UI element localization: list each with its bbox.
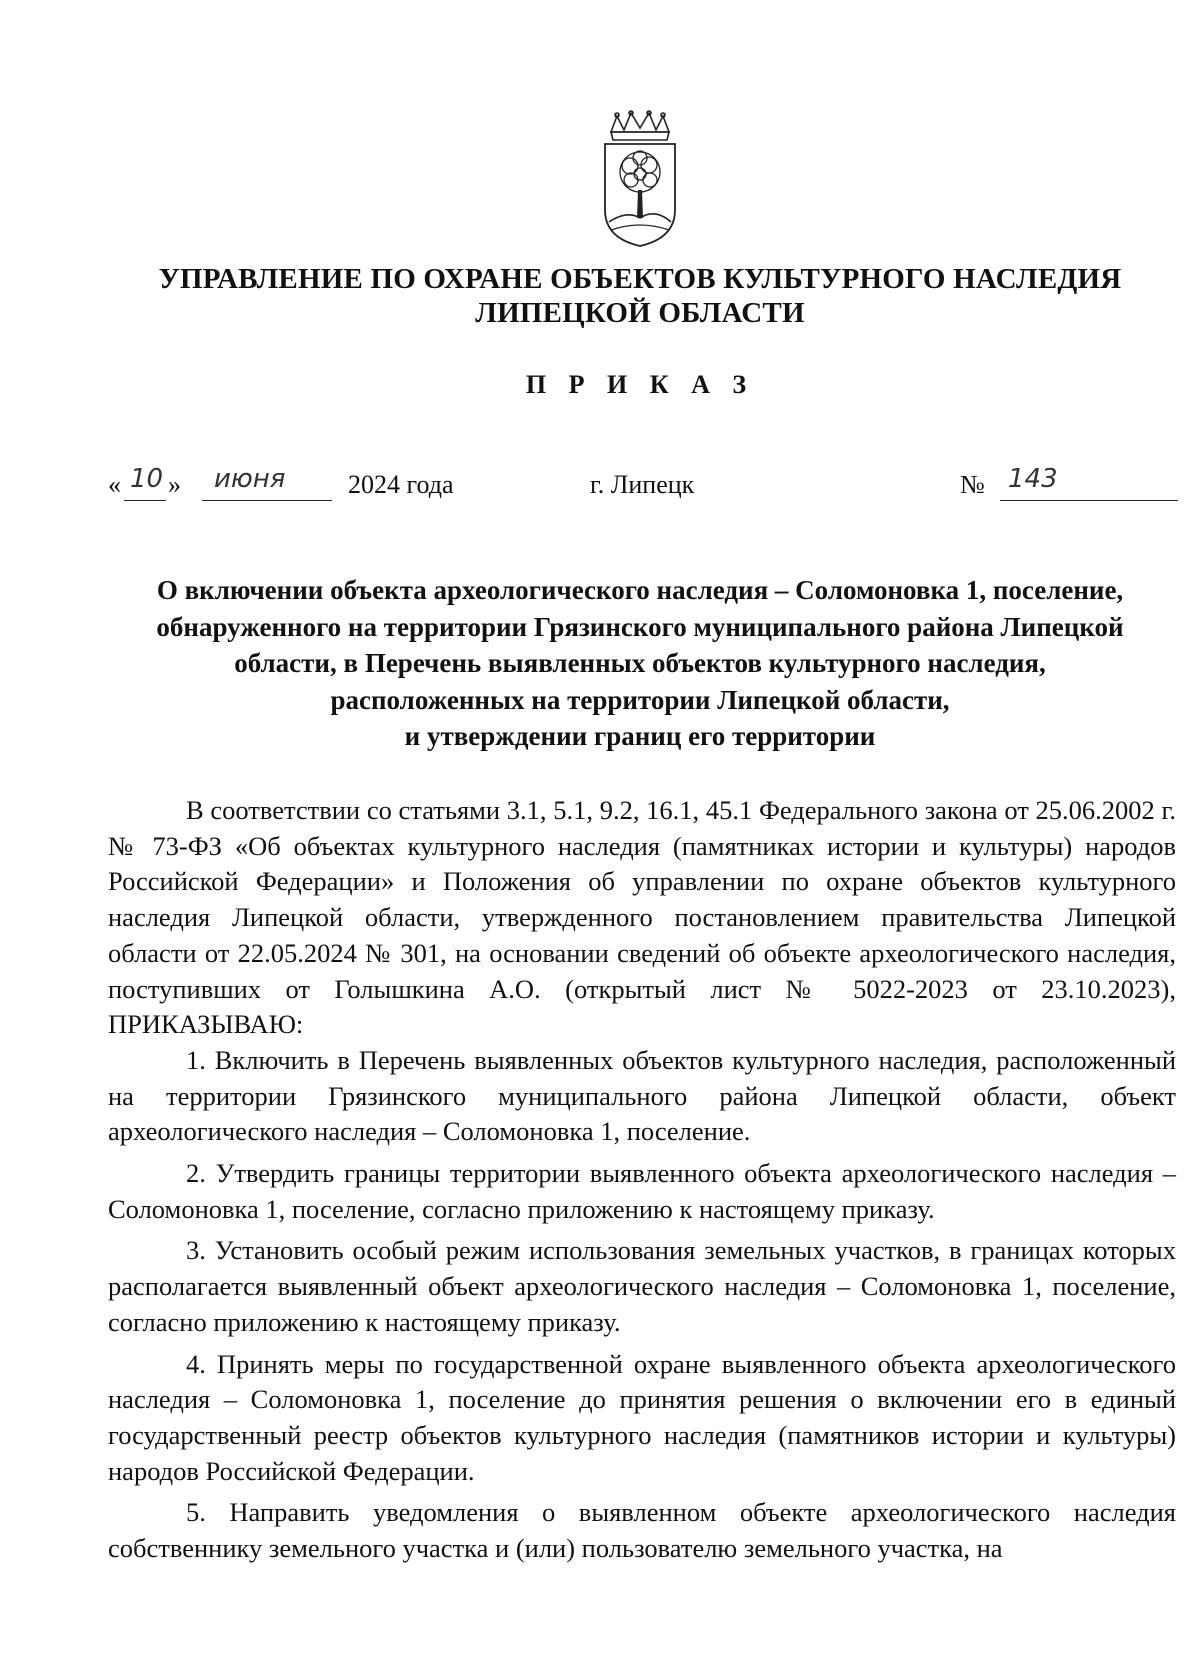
document-type: П Р И К А З	[525, 370, 755, 399]
month-underline	[202, 500, 332, 501]
order-body	[108, 793, 1176, 1573]
order-title	[100, 572, 1180, 755]
order-item-5: 5. Направить уведомления о выявленном объекте археологического наследия собственнику земельного участка и (или) пользователю земельного участка, на	[108, 1497, 1176, 1564]
number-underline	[1000, 500, 1178, 501]
order-title-line1: О включении объекта археологического наследия – Соломоновка 1, поселение,	[156, 575, 1124, 605]
city-name: г. Липецк	[590, 470, 695, 499]
order-item-2: 2. Утвердить границы территории выявленного объекта археологического наследия – Соломоновка 1, поселение, согласно приложению к настоящему приказу.	[108, 1158, 1176, 1224]
date-day: 10	[130, 464, 164, 494]
order-item-1: 1. Включить в Перечень выявленных объектов культурного наследия, расположенный на территории Грязинского муниципального района Липецкой области, объект археологического наследия – Соломоновка 1, поселение.	[108, 1044, 1176, 1147]
quote-open: «	[108, 470, 121, 499]
order-title-line3: области, в Перечень выявленных объектов культурного наследия,	[234, 648, 1046, 678]
order-number: 143	[1008, 464, 1058, 494]
quote-close: »	[168, 470, 181, 499]
day-underline	[124, 500, 166, 501]
agency-name	[100, 262, 1180, 330]
agency-name-line1: УПРАВЛЕНИЕ ПО ОХРАНЕ ОБЪЕКТОВ КУЛЬТУРНОГО НАСЛЕДИЯ	[158, 263, 1122, 295]
order-item-4: 4. Принять меры по государственной охране выявленного объекта археологического наследия – Соломоновка 1, поселение до принятия решения о включении его в единый государственный реестр объектов культурного наследия (памятников истории и культуры) народов Российской Федерации.	[108, 1348, 1176, 1486]
date-line	[108, 464, 1180, 510]
order-title-line2: обнаруженного на территории Грязинского муниципального района Липецкой	[156, 611, 1124, 642]
date-year: 2024 года	[348, 470, 454, 499]
order-item-3: 3. Установить особый режим использования земельных участков, в границах которых располагается выявленный объект археологического наследия – Соломоновка 1, поселение, согласно приложению к настоящему приказу.	[108, 1235, 1176, 1337]
agency-name-line2: ЛИПЕЦКОЙ ОБЛАСТИ	[475, 297, 805, 329]
order-title-line5: и утверждении границ его территории	[404, 721, 876, 751]
coat-of-arms-emblem	[597, 110, 683, 250]
number-label: №	[960, 470, 985, 499]
preamble-paragraph: В соответствии со статьями 3.1, 5.1, 9.2, 16.1, 45.1 Федерального закона от 25.06.2002 г. № 73-ФЗ «Об объектах культурного наследия (памятниках истории и культуры) народов Российской Федерации» и Положения об управлении по охране объектов культурного наследия Липецкой области, утвержденного постановлением правительства Липецкой области от 22.05.2024 № 301, на основании сведений об объекте археологического наследия, поступивших от Голышкина А.О. (открытый лист № 5022-2023 от 23.10.2023), ПРИКАЗЫВАЮ:	[108, 795, 1176, 1040]
order-title-line4: расположенных на территории Липецкой области,	[330, 684, 950, 715]
date-month: июня	[214, 464, 286, 494]
